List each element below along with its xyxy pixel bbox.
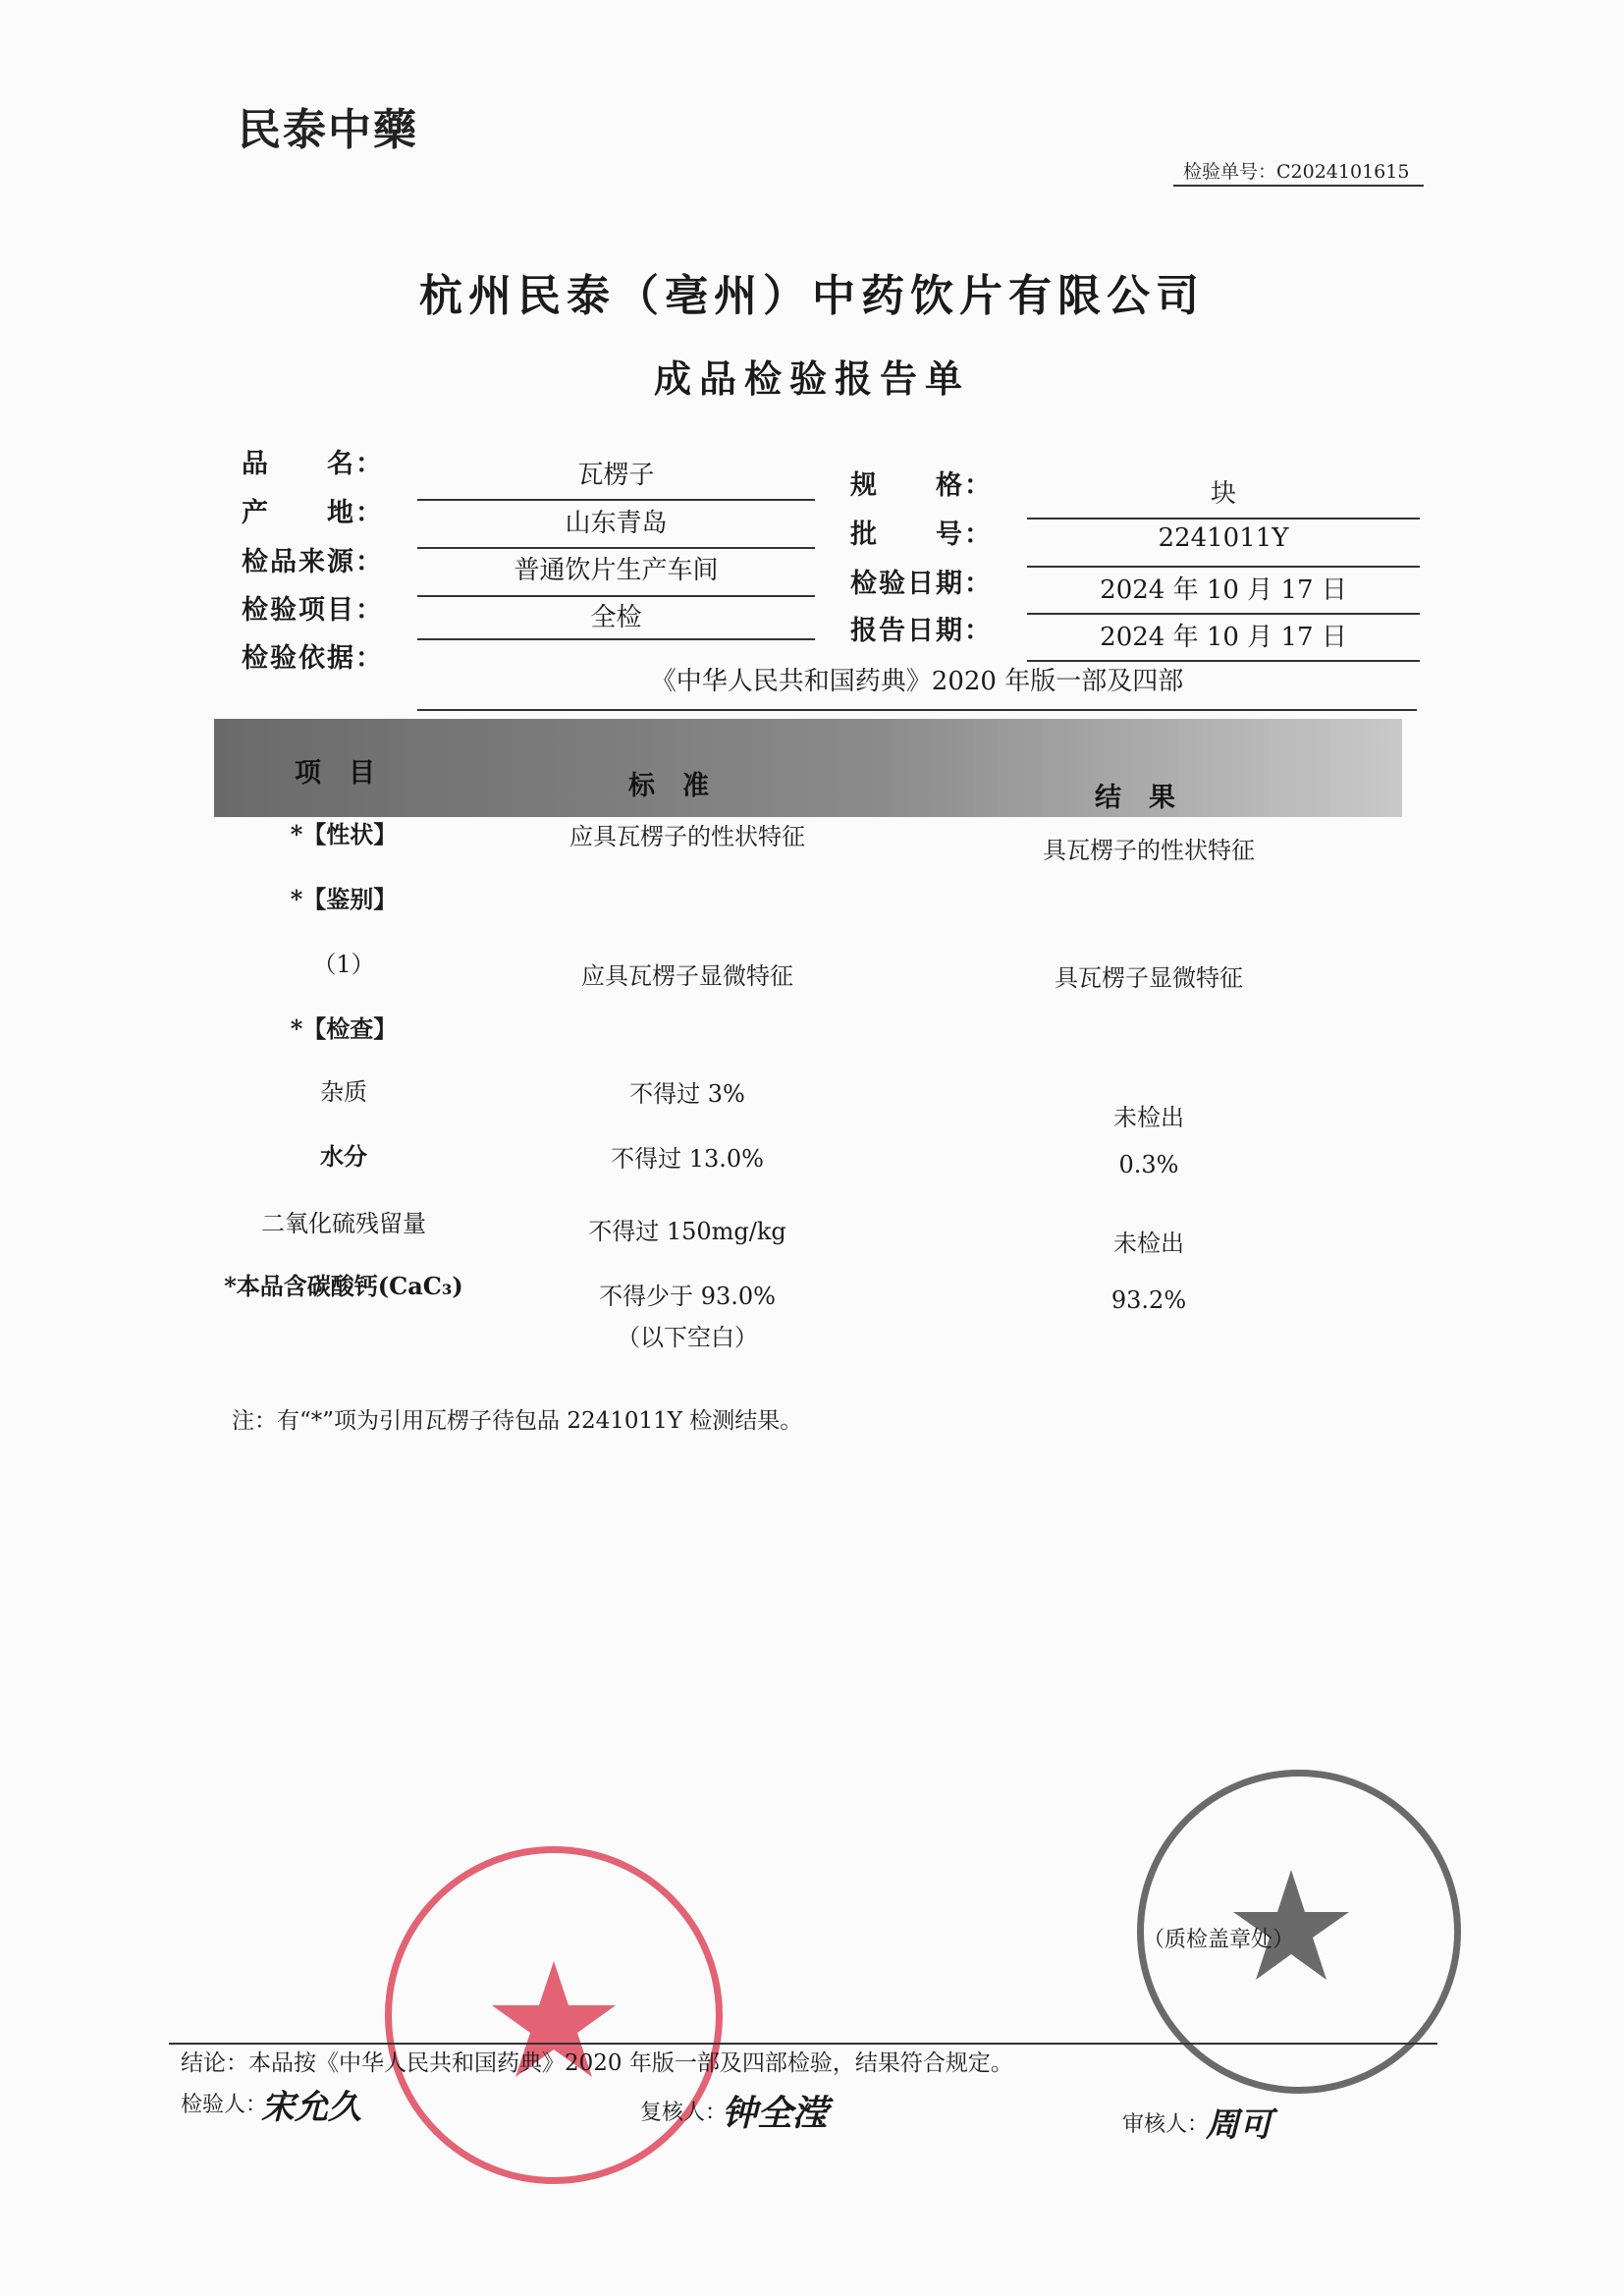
batch-underline [1027, 566, 1420, 568]
reviewer-signature: 钟全滢 [722, 2093, 829, 2134]
conclusion-text: 结论：本品按《中华人民共和国药典》2020 年版一部及四部检验，结果符合规定。 [181, 2050, 1013, 2076]
row-item: *【鉴别】 [290, 885, 398, 913]
spec-underline [1027, 518, 1420, 519]
item-value: 全检 [590, 603, 642, 632]
test-date-label: 检验日期： [850, 569, 993, 599]
report-title: 成品检验报告单 [653, 356, 970, 401]
doc-number: 检验单号：C2024101615 [1183, 161, 1410, 183]
batch-value: 2241011Y [1158, 523, 1289, 553]
approver-signature: 周可 [1206, 2105, 1272, 2145]
name-label: 品 名： [242, 449, 384, 479]
approver-label: 审核人： [1122, 2112, 1210, 2137]
row-item: 杂质 [320, 1078, 367, 1106]
row-result: 未检出 [1113, 1230, 1184, 1257]
doc-number-underline [1173, 185, 1424, 187]
company-logo: 民泰中藥 [238, 105, 418, 155]
source-value: 普通饮片生产车间 [514, 556, 719, 585]
table-end-mark: （以下空白） [617, 1324, 758, 1351]
origin-underline [417, 547, 815, 549]
reviewer-label: 复核人： [640, 2101, 728, 2125]
test-date-underline [1027, 613, 1420, 615]
basis-label: 检验依据： [242, 643, 384, 674]
col-header-standard: 标准 [628, 771, 736, 801]
row-result: 93.2% [1110, 1286, 1187, 1314]
origin-label: 产 地： [242, 498, 384, 528]
item-underline [417, 638, 815, 640]
company-title: 杭州民泰（亳州）中药饮片有限公司 [419, 271, 1205, 321]
spec-label: 规 格： [850, 470, 993, 501]
row-standard: 不得少于 93.0% [599, 1283, 776, 1310]
row-result: 未检出 [1113, 1104, 1184, 1131]
row-standard: 应具瓦楞子显微特征 [581, 962, 793, 990]
name-underline [417, 499, 815, 501]
row-item: *本品含碳酸钙(CaC₃) [224, 1272, 463, 1300]
row-standard: 不得过 3% [629, 1080, 745, 1108]
spec-value: 块 [1210, 479, 1236, 509]
row-item: *【检查】 [290, 1014, 398, 1043]
red-company-seal [385, 1846, 723, 2184]
test-date-value: 2024 年 10 月 17 日 [1100, 575, 1347, 605]
item-label: 检验项目： [242, 595, 384, 626]
basis-underline [417, 709, 1417, 711]
row-item: （1） [312, 951, 375, 978]
row-item: 水分 [320, 1142, 367, 1171]
row-item: *【性状】 [290, 820, 398, 848]
inspector-signature: 宋允久 [261, 2088, 361, 2127]
report-date-value: 2024 年 10 月 17 日 [1100, 623, 1347, 652]
col-header-result: 结果 [1095, 783, 1203, 813]
origin-value: 山东青岛 [565, 509, 668, 538]
row-standard: 应具瓦楞子的性状特征 [569, 823, 805, 850]
row-standard: 不得过 150mg/kg [588, 1218, 786, 1245]
row-result: 具瓦楞子显微特征 [1055, 964, 1243, 992]
report-date-underline [1027, 660, 1420, 662]
seal-caption: （质检盖章处） [1143, 1928, 1295, 1952]
inspector-label: 检验人： [181, 2093, 268, 2117]
row-result: 0.3% [1118, 1151, 1179, 1178]
basis-value: 《中华人民共和国药典》2020 年版一部及四部 [650, 667, 1184, 696]
col-header-item: 项目 [295, 758, 403, 789]
source-label: 检品来源： [242, 547, 384, 577]
row-result: 具瓦楞子的性状特征 [1043, 837, 1255, 864]
row-item: 二氧化硫残留量 [261, 1210, 426, 1237]
name-value: 瓦楞子 [577, 461, 655, 490]
seal-star-icon [392, 1853, 716, 2177]
batch-label: 批 号： [850, 519, 993, 550]
row-standard: 不得过 13.0% [611, 1145, 764, 1173]
report-date-label: 报告日期： [850, 616, 993, 646]
footnote: 注：有“*”项为引用瓦楞子待包品 2241011Y 检测结果。 [232, 1408, 803, 1434]
